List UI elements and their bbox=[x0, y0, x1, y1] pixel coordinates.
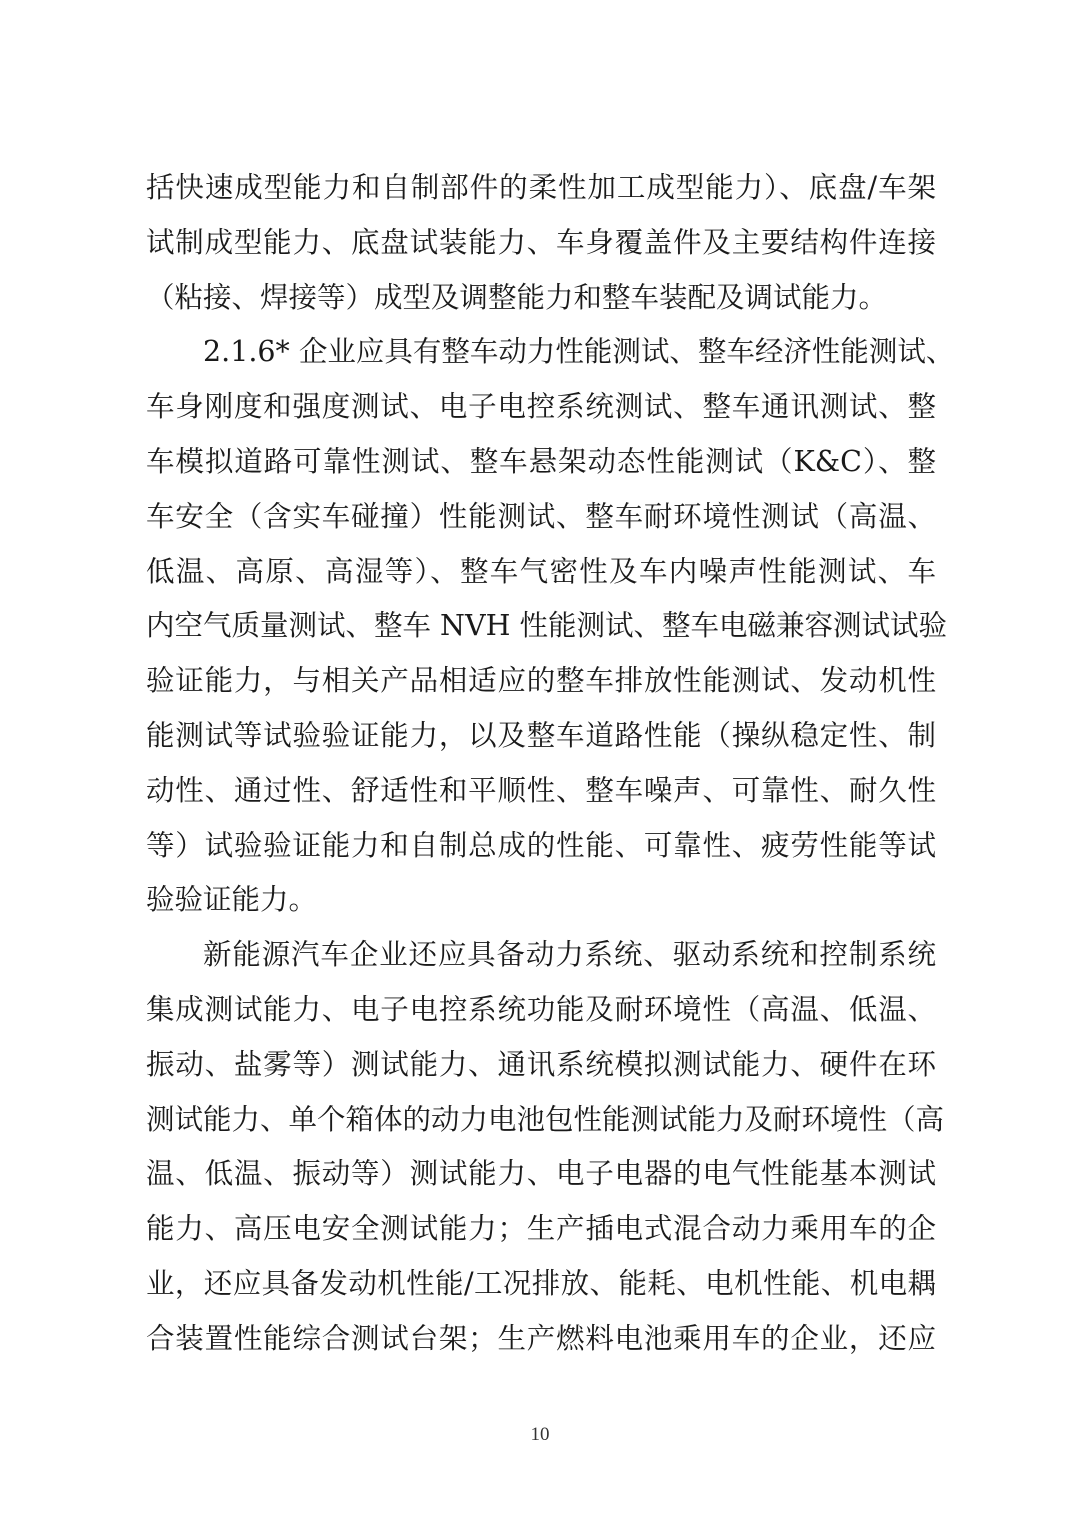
text-line: 括快速成型能力和自制部件的柔性加工成型能力）、底盘/车架 bbox=[146, 171, 936, 204]
text-line: 试制成型能力、底盘试装能力、车身覆盖件及主要结构件连接 bbox=[146, 225, 936, 259]
text-line: 能力、高压电安全测试能力；生产插电式混合动力乘用车的企 bbox=[146, 1212, 936, 1246]
text-line: 能测试等试验验证能力，以及整车道路性能（操纵稳定性、制 bbox=[146, 718, 936, 752]
text-line: 验证能力，与相关产品相适应的整车排放性能测试、发动机性 bbox=[146, 664, 936, 698]
text-line: 车模拟道路可靠性测试、整车悬架动态性能测试（K&C）、整 bbox=[146, 444, 936, 478]
text-line: 低温、高原、高湿等）、整车气密性及车内噪声性能测试、车 bbox=[146, 554, 936, 588]
text-line: 测试能力、单个箱体的动力电池包性能测试能力及耐环境性（高 bbox=[146, 1102, 945, 1136]
text-line: 车安全（含实车碰撞）性能测试、整车耐环境性测试（高温、 bbox=[146, 499, 936, 533]
text-line: 新能源汽车企业还应具备动力系统、驱动系统和控制系统 bbox=[203, 938, 936, 972]
body-text bbox=[146, 161, 955, 1367]
page-number: 10 bbox=[530, 1424, 550, 1445]
text-line: 等）试验验证能力和自制总成的性能、可靠性、疲劳性能等试 bbox=[146, 828, 936, 862]
text-line: 集成测试能力、电子电控系统功能及耐环境性（高温、低温、 bbox=[146, 992, 936, 1026]
text-line: 温、低温、振动等）测试能力、电子电器的电气性能基本测试 bbox=[146, 1157, 936, 1191]
text-line: 车身刚度和强度测试、电子电控系统测试、整车通讯测试、整 bbox=[146, 390, 936, 424]
text-line: 验验证能力。 bbox=[146, 883, 318, 917]
text-line: 动性、通过性、舒适性和平顺性、整车噪声、可靠性、耐久性 bbox=[146, 773, 936, 807]
text-line: 振动、盐雾等）测试能力、通讯系统模拟测试能力、硬件在环 bbox=[146, 1047, 936, 1081]
text-line: 业，还应具备发动机性能/工况排放、能耗、电机性能、机电耦 bbox=[146, 1266, 936, 1300]
text-line: 内空气质量测试、整车 NVH 性能测试、整车电磁兼容测试试验 bbox=[146, 609, 947, 643]
text-line: 合装置性能综合测试台架；生产燃料电池乘用车的企业，还应 bbox=[146, 1321, 936, 1355]
text-line: （粘接、焊接等）成型及调整能力和整车装配及调试能力。 bbox=[146, 280, 888, 314]
text-line: 2.1.6* 企业应具有整车动力性能测试、整车经济性能测试、 bbox=[203, 335, 955, 369]
